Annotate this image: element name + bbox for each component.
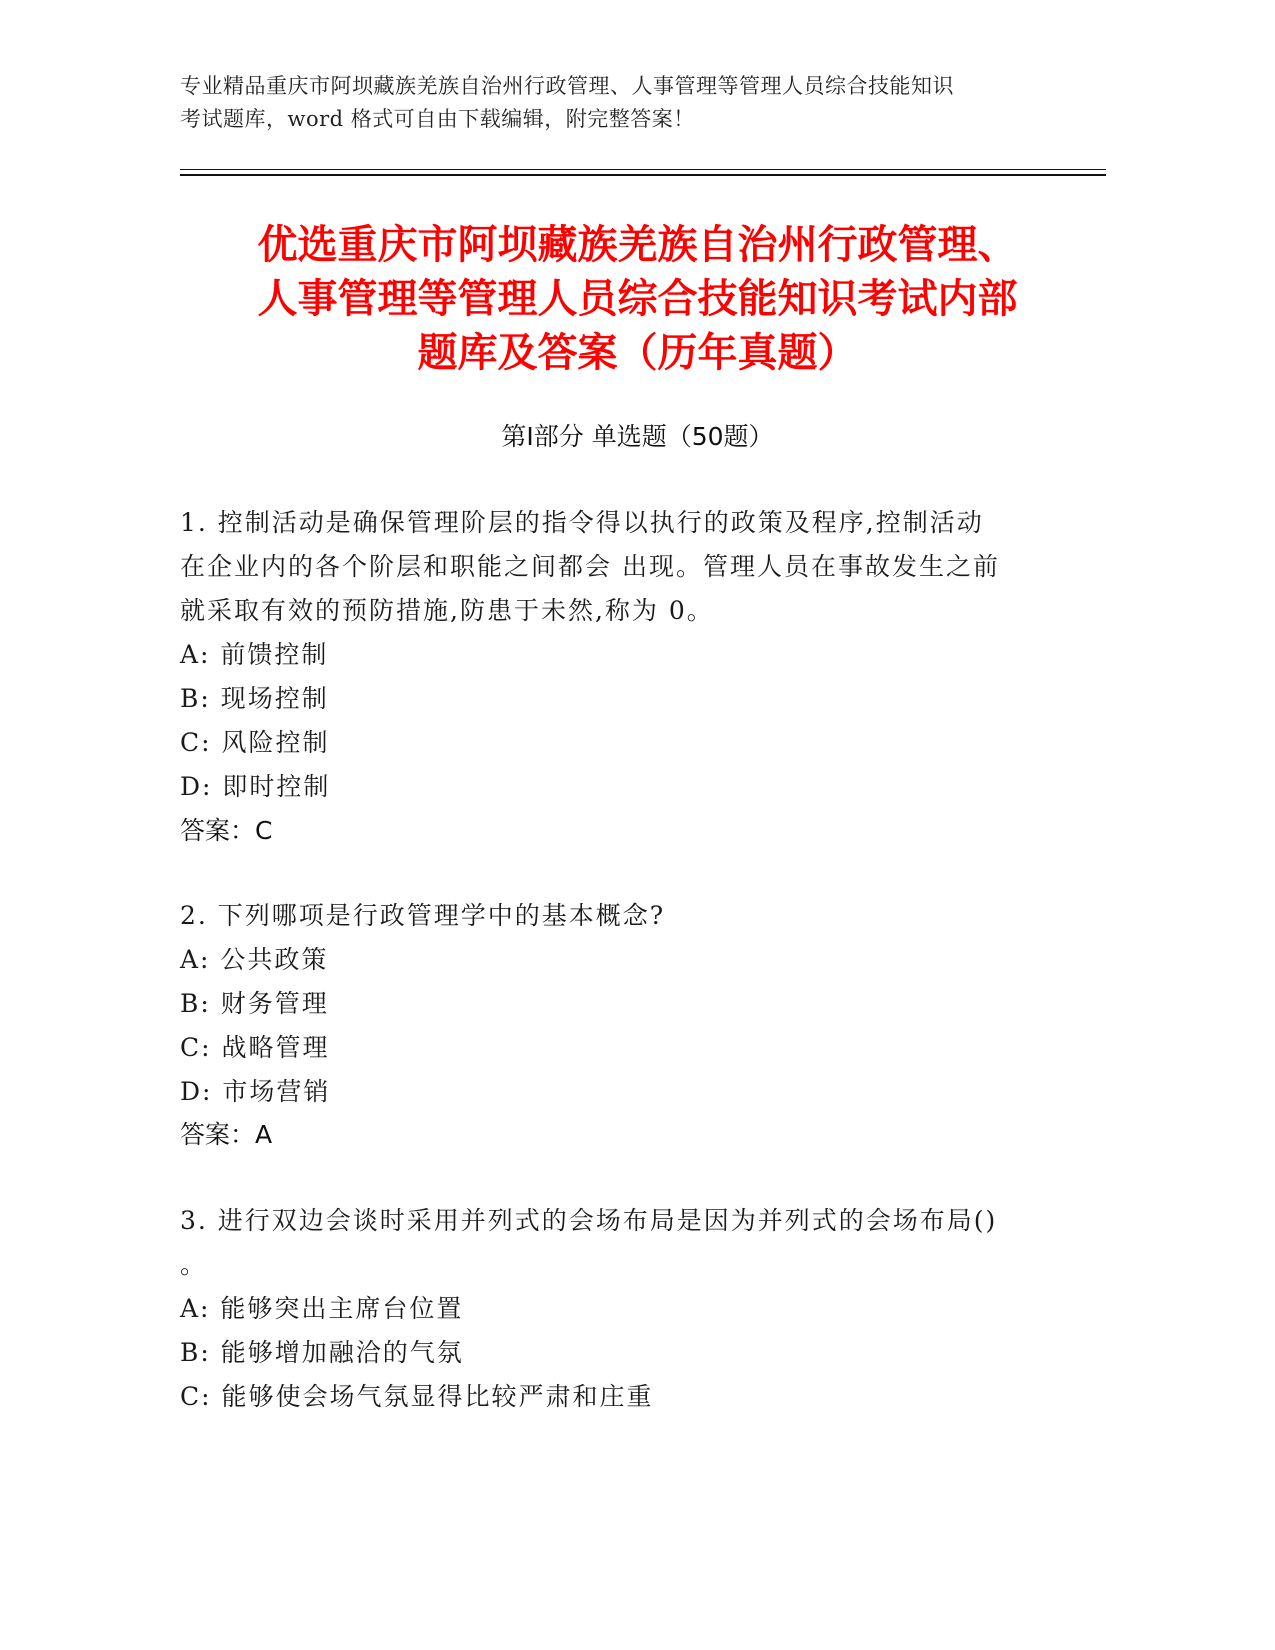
header-rule-thin: [180, 169, 1106, 170]
title-line-3: 题库及答案（历年真题）: [417, 330, 858, 376]
question-3-text-line-2: 。: [180, 1250, 208, 1279]
question-1-option-b: B: 现场控制: [180, 684, 329, 713]
question-3-option-a: A: 能够突出主席台位置: [180, 1294, 464, 1323]
title-line-1: 优选重庆市阿坝藏族羌族自治州行政管理、: [257, 222, 1018, 268]
question-2-answer: 答案：A: [180, 1120, 273, 1149]
question-3-text-line-1: 3. 进行双边会谈时采用并列式的会场布局是因为并列式的会场布局(): [180, 1206, 998, 1235]
question-1-option-a: A: 前馈控制: [180, 640, 329, 669]
question-1-option-c: C: 风险控制: [180, 728, 330, 757]
header-rule-thick: [180, 174, 1106, 176]
question-1-text-line-2: 在企业内的各个阶层和职能之间都会 出现。管理人员在事故发生之前: [180, 552, 1000, 581]
question-2-option-a: A: 公共政策: [180, 945, 329, 974]
question-2-text-line-1: 2. 下列哪项是行政管理学中的基本概念?: [180, 901, 666, 930]
question-2-option-d: D: 市场营销: [180, 1077, 331, 1106]
section-title: 第Ⅰ部分 单选题（50题）: [501, 422, 774, 451]
question-1-option-d: D: 即时控制: [180, 772, 331, 801]
question-3-option-c: C: 能够使会场气氛显得比较严肃和庄重: [180, 1382, 654, 1411]
header-note-line-1: 专业精品重庆市阿坝藏族羌族自治州行政管理、人事管理等管理人员综合技能知识: [180, 74, 954, 98]
header-note-line-2: 考试题库，word 格式可自由下载编辑，附完整答案！: [180, 107, 695, 131]
question-1-text-line-1: 1. 控制活动是确保管理阶层的指令得以执行的政策及程序,控制活动: [180, 508, 984, 537]
question-2-option-c: C: 战略管理: [180, 1033, 330, 1062]
question-3-option-b: B: 能够增加融洽的气氛: [180, 1338, 464, 1367]
title-line-2: 人事管理等管理人员综合技能知识考试内部: [257, 276, 1018, 322]
question-1-text-line-3: 就采取有效的预防措施,防患于未然,称为 0。: [180, 596, 714, 625]
document-title: [120, 218, 1155, 380]
question-2-option-b: B: 财务管理: [180, 989, 329, 1018]
header-note: [180, 70, 1070, 136]
question-1-answer: 答案：C: [180, 816, 273, 845]
